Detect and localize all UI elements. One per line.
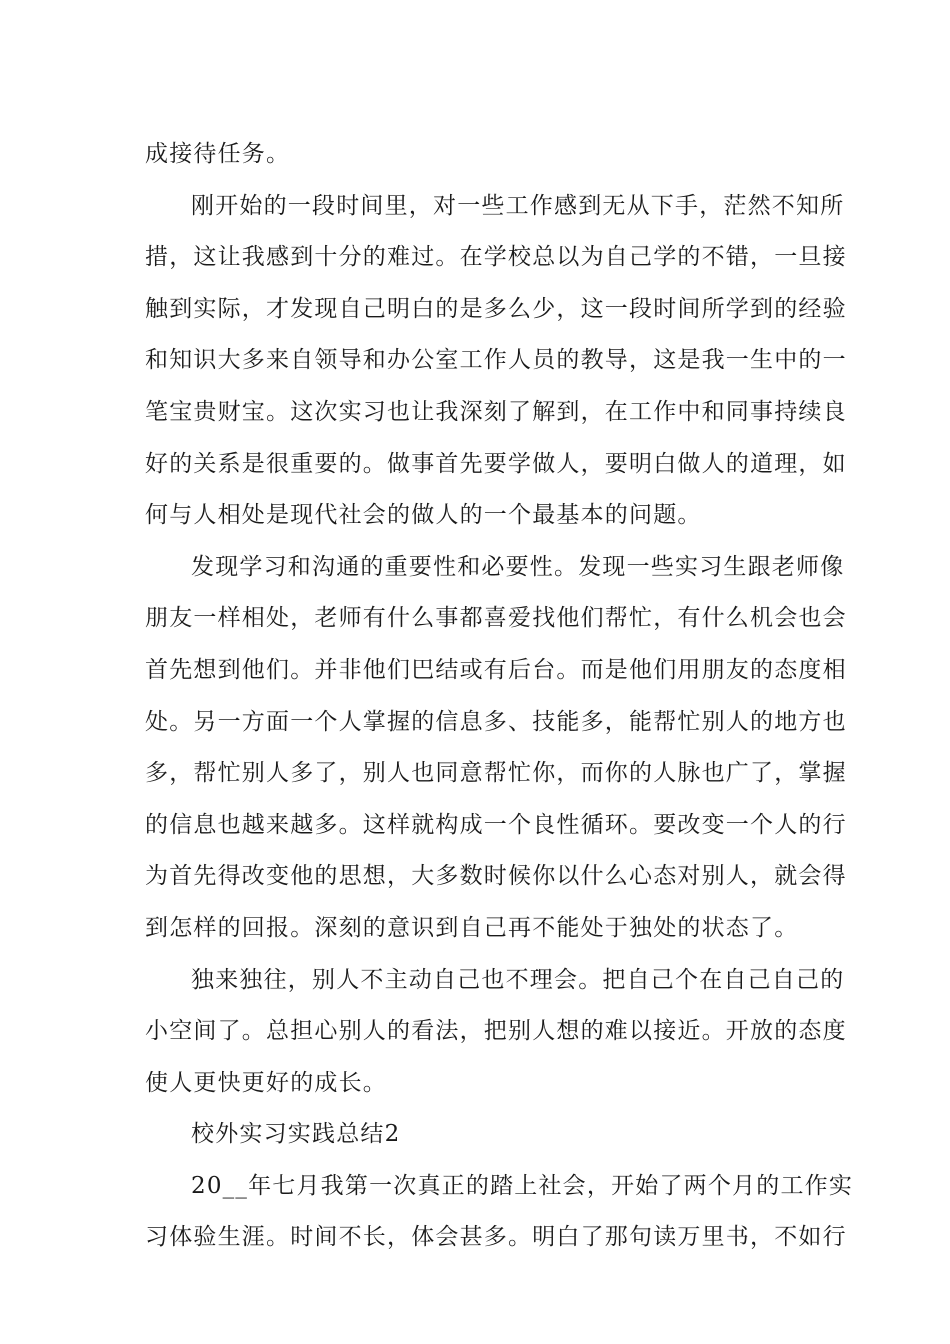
- text-line: 笔宝贵财宝。这次实习也让我深刻了解到，在工作中和同事持续良: [145, 398, 847, 425]
- paragraph-start-line: 发现学习和沟通的重要性和必要性。发现一些实习生跟老师像: [191, 553, 845, 580]
- text-line: 成接待任务。: [145, 141, 291, 167]
- text-line: 习体验生涯。时间不长，体会甚多。明白了那句读万里书，不如行: [145, 1224, 847, 1251]
- text-line: 使人更快更好的成长。: [145, 1069, 387, 1096]
- text-line: 和知识大多来自领导和办公室工作人员的教导，这是我一生中的一: [145, 347, 847, 374]
- text-line: 措，这让我感到十分的难过。在学校总以为自己学的不错，一旦接: [145, 244, 847, 271]
- text-line: 何与人相处是现代社会的做人的一个最基本的问题。: [145, 502, 702, 529]
- text-line: 首先想到他们。并非他们巴结或有后台。而是他们用朋友的态度相: [145, 656, 847, 683]
- text-line: 为首先得改变他的思想，大多数时候你以什么心态对别人，就会得: [145, 863, 847, 890]
- text-line: 触到实际，才发现自己明白的是多么少，这一段时间所学到的经验: [145, 295, 847, 322]
- document-body: [145, 129, 854, 1264]
- paragraph-start-line: 刚开始的一段时间里，对一些工作感到无从下手，茫然不知所: [191, 192, 845, 219]
- section-heading: 校外实习实践总结2: [191, 1121, 401, 1148]
- text-line: 的信息也越来越多。这样就构成一个良性循环。要改变一个人的行: [145, 811, 847, 838]
- text-line: 小空间了。总担心别人的看法，把别人想的难以接近。开放的态度: [145, 1018, 847, 1045]
- text-line: 朋友一样相处，老师有什么事都喜爱找他们帮忙，有什么机会也会: [145, 605, 847, 632]
- paragraph-start-line: 20__年七月我第一次真正的踏上社会，开始了两个月的工作实: [191, 1172, 854, 1199]
- text-line: 到怎样的回报。深刻的意识到自己再不能处于独处的状态了。: [145, 914, 799, 941]
- text-line: 处。另一方面一个人掌握的信息多、技能多，能帮忙别人的地方也: [145, 708, 847, 735]
- text-line: 多，帮忙别人多了，别人也同意帮忙你，而你的人脉也广了，掌握: [145, 760, 847, 787]
- paragraph-start-line: 独来独往，别人不主动自己也不理会。把自己个在自己自己的: [191, 966, 845, 993]
- text-line: 好的关系是很重要的。做事首先要学做人，要明白做人的道理，如: [145, 450, 847, 477]
